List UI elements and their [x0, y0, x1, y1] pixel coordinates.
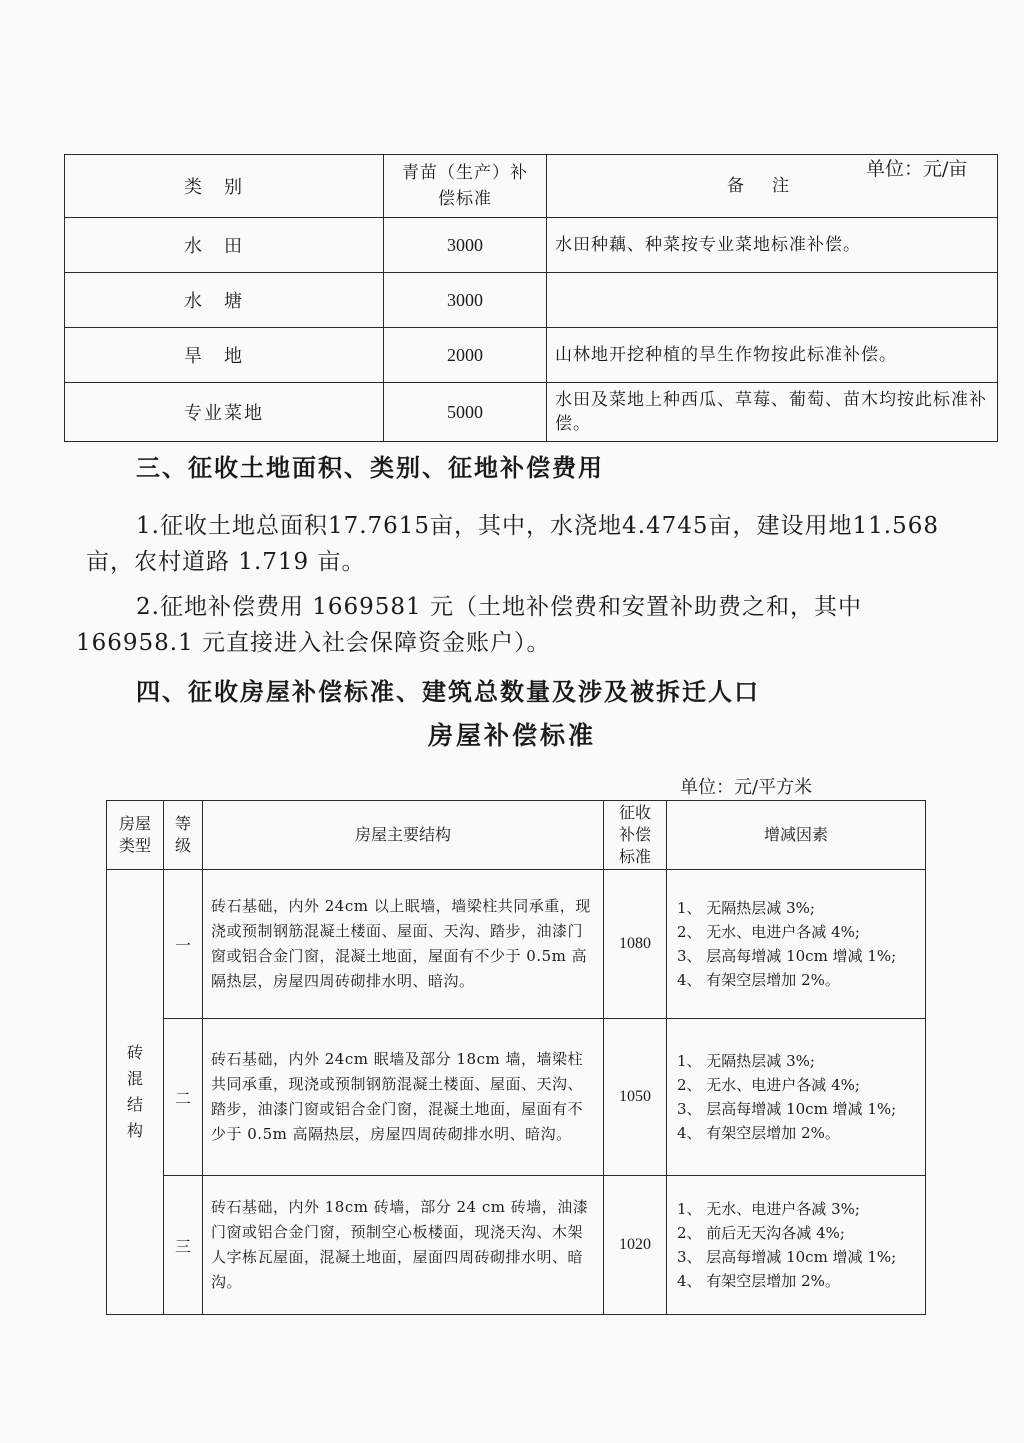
structure-cell: 砖石基础，内外 18cm 砖墙，部分 24 cm 砖墙，油漆门窗或铝合金门窗，预制空心板楼面，现浇天沟、木架人字栋瓦屋面，混凝土地面，屋面四周砖砌排水明、暗沟。: [203, 1176, 604, 1315]
table-row: [65, 328, 998, 383]
house-type-char: 构: [126, 1121, 143, 1140]
header-grade-line1: 等: [174, 814, 191, 833]
house-type-cell: [107, 870, 164, 1315]
factor-item: 4、 有架空层增加 2%。: [677, 1124, 840, 1142]
header-type-line2: 类型: [118, 836, 151, 855]
factors-cell: [667, 1019, 926, 1176]
row-note: 水田及菜地上种西瓜、草莓、葡萄、苗木均按此标准补偿。: [547, 383, 998, 442]
factor-item: 3、 层高每增减 10cm 增减 1%;: [677, 947, 897, 965]
row-std: 3000: [384, 218, 547, 273]
header-price-line1: 征收: [618, 803, 651, 822]
factor-item: 1、 无隔热层减 3%;: [677, 899, 815, 917]
section3-p1-line1: 1.征收土地总面积17.7615亩，其中，水浇地4.4745亩，建设用地11.568: [136, 513, 940, 539]
table-header-row: [65, 155, 998, 218]
header-factors: 增减因素: [667, 801, 926, 870]
row-type: 水塘: [65, 273, 384, 328]
factors-cell: [667, 1176, 926, 1315]
header-type-line1: 房屋: [118, 814, 151, 833]
header-price-line3: 标准: [618, 847, 651, 866]
row-type: 旱地: [65, 328, 384, 383]
house-type-char: 结: [126, 1095, 143, 1114]
table-row: [107, 1019, 926, 1176]
factor-item: 3、 层高每增减 10cm 增减 1%;: [677, 1248, 897, 1266]
house-type-char: 砖: [126, 1043, 143, 1062]
house-compensation-table: [106, 800, 926, 1315]
grade-cell: 二: [164, 1019, 203, 1176]
section4-heading: 四、征收房屋补偿标准、建筑总数量及涉及被拆迁人口: [136, 677, 760, 706]
section3-p2-line1: 2.征地补偿费用 1669581 元（土地补偿费和安置补助费之和，其中: [136, 594, 862, 620]
header-std-line1: 青苗（生产）补: [402, 163, 528, 183]
price-cell: 1020: [604, 1176, 667, 1315]
header-std: [384, 155, 547, 218]
header-house-type: [107, 801, 164, 870]
grade-cell: 一: [164, 870, 203, 1019]
section3-heading: 三、征收土地面积、类别、征地补偿费用: [136, 453, 604, 482]
table-row: [107, 1176, 926, 1315]
seedling-compensation-table: [64, 154, 998, 442]
structure-cell: 砖石基础，内外 24cm 以上眠墙，墙梁柱共同承重，现浇或预制钢筋混凝土楼面、屋面、天沟、踏步，油漆门窗或铝合金门窗，混凝土地面，屋面有不少于 0.5m 高隔热层，房屋四周砖砌排水明、暗沟。: [203, 870, 604, 1019]
header-structure: 房屋主要结构: [203, 801, 604, 870]
header-note: 备注: [547, 155, 998, 218]
table2-unit: 单位：元/平方米: [680, 777, 813, 798]
factor-item: 2、 无水、电进户各减 4%;: [677, 923, 860, 941]
row-type: 水田: [65, 218, 384, 273]
table-row: [107, 870, 926, 1019]
row-note: 水田种藕、种菜按专业菜地标准补偿。: [547, 218, 998, 273]
factor-item: 2、 无水、电进户各减 4%;: [677, 1076, 860, 1094]
table-row: [65, 383, 998, 442]
price-cell: 1080: [604, 870, 667, 1019]
row-std: 5000: [384, 383, 547, 442]
header-price-line2: 补偿: [618, 825, 651, 844]
header-price: [604, 801, 667, 870]
factor-item: 4、 有架空层增加 2%。: [677, 1272, 840, 1290]
header-grade: [164, 801, 203, 870]
header-grade-line2: 级: [174, 836, 191, 855]
factor-item: 3、 层高每增减 10cm 增减 1%;: [677, 1100, 897, 1118]
row-note: [547, 273, 998, 328]
row-type: 专业菜地: [65, 383, 384, 442]
section3-p1-line2: 亩，农村道路 1.719 亩。: [86, 549, 366, 575]
section3-p2-line2: 166958.1 元直接进入社会保障资金账户）。: [76, 630, 551, 656]
table-row: [65, 218, 998, 273]
row-note: 山林地开挖种植的旱生作物按此标准补偿。: [547, 328, 998, 383]
grade-cell: 三: [164, 1176, 203, 1315]
factors-cell: [667, 870, 926, 1019]
price-cell: 1050: [604, 1019, 667, 1176]
table1-unit: 单位：元/亩: [866, 158, 968, 180]
table-header-row: [107, 801, 926, 870]
structure-cell: 砖石基础，内外 24cm 眠墙及部分 18cm 墙，墙梁柱共同承重，现浇或预制钢筋混凝土楼面、屋面、天沟、踏步，油漆门窗或铝合金门窗，混凝土地面，屋面有不少于 0.5m 高隔热层，房屋四周砖砌排水明、暗沟。: [203, 1019, 604, 1176]
factor-item: 2、 前后无天沟各减 4%;: [677, 1224, 845, 1242]
row-std: 2000: [384, 328, 547, 383]
factor-item: 4、 有架空层增加 2%。: [677, 971, 840, 989]
table-row: [65, 273, 998, 328]
factor-item: 1、 无水、电进户各减 3%;: [677, 1200, 860, 1218]
row-std: 3000: [384, 273, 547, 328]
header-type: 类别: [65, 155, 384, 218]
table2-title: 房屋补偿标准: [427, 721, 596, 750]
factor-item: 1、 无隔热层减 3%;: [677, 1052, 815, 1070]
house-type-char: 混: [126, 1069, 143, 1088]
header-std-line2: 偿标准: [438, 189, 492, 209]
